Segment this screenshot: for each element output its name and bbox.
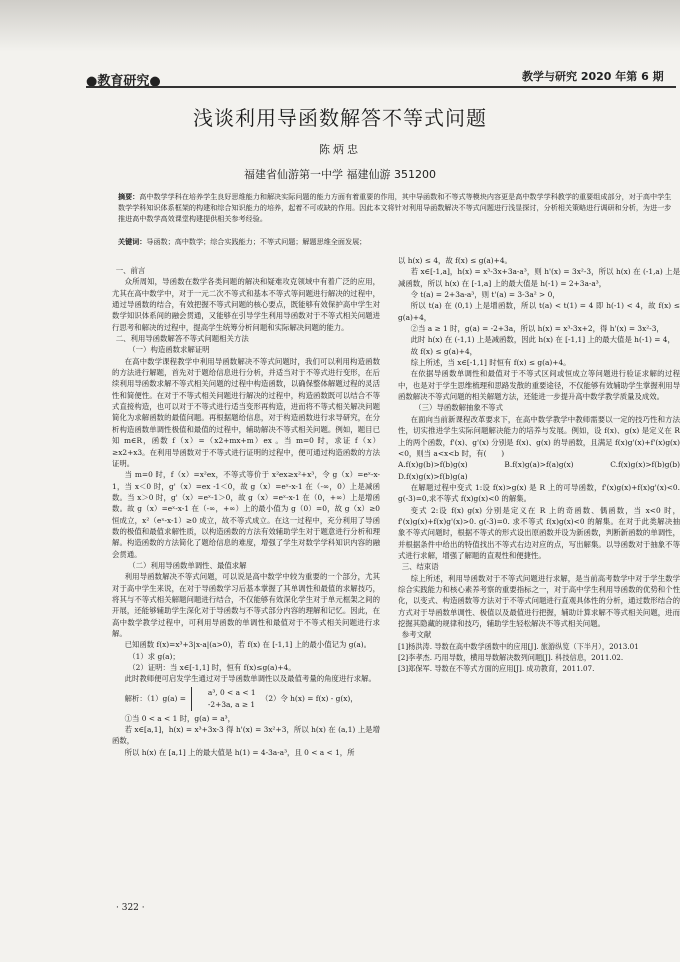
paragraph: 令 t(a) = 2+3a-a³，则 t'(a) = 3-3a² > 0， [410, 290, 560, 300]
section-label: ●教育研究● [86, 74, 161, 89]
paragraph: 利用导函数解决不等式问题，可以说是高中数学中较为重要的一个部分，尤其对于高中学生来说，在对于导函数学习后基本掌握了其单调性和最值的求解技巧，将其与不等式相关解题问题进行结合，不仅能够有效深化学生对于单元框架之间的开展，还能够辅助学生深化对于导函数与不等式部分内容的理解和记忆。因此，在高中数学教学过程中，可利用导函数的单调性和最值对于不等式相关问题进行求解。 [112, 572, 380, 638]
paragraph: 众所周知，导函数在数学各类问题的解决和疑难攻克领域中有着广泛的应用，尤其在高中数学中，对于一元二次不等式和基本不等式等问题进行解决的过程中，通过导函数的结合，有效把握不等式问题的核心要点，既能够有效保护高中学生对数学知识体系间的融会贯通，又能够在引导学生利用导函数对于不等式相关问题进行思考和解决的过程中，提高学生统筹分析问题和实际解决问题的能力。 [112, 277, 380, 332]
paragraph: 故 f(x) ≤ g(a)+4， [410, 346, 478, 356]
subsection-heading: （一）构造函数求解证明 [128, 345, 210, 355]
abstract [118, 191, 678, 224]
paragraph: 以 h(x) ≤ 4，故 f(x) ≤ g(a)+4。 [398, 256, 512, 265]
solution-tail: （2）令 h(x) = f(x) - g(x)， [260, 693, 358, 703]
paragraph: 在依据导函数单调性和最值对于不等式区间或恒成立等问题进行验证求解的过程中，也是对于学生思维梳理和思路发散的重要途径，不仅能够有效辅助学生掌握利用导函数解决不等式问题的相关解题方法，还能进一步提升高中数学教学质量及成效。 [398, 369, 680, 402]
paragraph: ①当 0 < a < 1 时，g(a) = a³， [124, 713, 235, 723]
header-divider [86, 86, 676, 88]
solution-line [112, 687, 380, 711]
paragraph: 已知函数 f(x)=x³+3|x-a|(a>0)，若 f(x) 在 [-1,1] 上的最小值记为 g(a)。 [124, 640, 372, 650]
case-2: -2+3a, a ≥ 1 [207, 699, 256, 709]
keywords-label: 关键词： [118, 237, 147, 246]
right-paragraphs [398, 255, 680, 675]
affiliation: 福建省仙游第一中学 福建仙游 351200 [244, 168, 436, 181]
section-heading: 一、前言 [115, 266, 146, 275]
article-title: 浅谈利用导函数解答不等式问题 [193, 106, 487, 130]
paragraph: 在解题过程中变式 1:设 f(x)>g(x) 是 R 上的可导函数，f'(x)g(x)+f(x)g'(x)<0. g(-3)=0,求不等式 f(x)g(x)<0 的解集。 [398, 482, 680, 504]
paragraph: 综上所述，利用导函数对于不等式问题进行求解，是当前高考数学中对于学生数学综合实践能力和核心素养考察的重要指标之一，对于高中学生利用导函数的优势和个性化，以变式、构造函数等方法对于不等式问题进行直观具体性的分析，通过数形结合的方式对于导函数单调性、极值以及最值进行把握，辅助计算求解不等式相关问题，进而挖掘其隐藏的规律和技巧，辅助学生轻松解决不等式相关问题。 [398, 573, 680, 628]
left-paragraphs [112, 265, 380, 685]
subsection-heading: （2）证明：当 x∈[-1,1] 时，恒有 f(x)≤g(a)+4。 [128, 663, 296, 673]
page-number: · 322 · [116, 903, 145, 913]
keywords [118, 236, 678, 247]
subsection-heading: （1）求 g(a)； [128, 651, 180, 661]
left-tail-paragraphs [112, 713, 380, 758]
case-1: a³, 0 < a < 1 [207, 687, 256, 697]
subsection-heading: （三）导函数解抽象不等式 [414, 403, 503, 413]
paragraph: 当 m=0 时，f（x）=x²ex，不等式等价于 x²ex≥x²+x³，令 g（x）=eˣ-x-1，当 x＜0 时，g'（x）=ex -1＜0，故 g（x）=eˣ-x-1 在（-∞，0）上是减函数。当 x＞0 时，g'（x）=eˣ-1＞0，故 g（x）=eˣ-x-1 在（0，+∞）上是增函数。故 g（x）=eˣ-x-1 在（-∞，+∞）上的最小值为 g（0）=0，故 g（x）≥0 恒成立，x²（eˣ-x-1）≥0 成立，故不等式成立。在这一过程中，充分利用了导函数的极值和最值求解性质，以构造函数的方法有效辅助学生对于题意进行分析和理解。构造函数的方法简化了题给信息的难度，增强了学生对数学学科知识内容的融会贯通。 [112, 470, 380, 559]
paragraph: 变式 2:设 f(x) g(x) 分别是定义在 R 上的奇函数、偶函数，当 x<0 时，f'(x)g(x)+f(x)g'(x)>0. g(-3)=0. 求不等式 f(x)g(x)<0 的解集。在对于此类解决抽象不等式问题时，根据不等式的形式设出原函数并设为新函数，判断新函数的单调性，并根据条件中给出的特值找出不等式右边对应的点，写出解集。以导函数对于抽象不等式进行求解，增强了解题的直观性和便捷性。 [398, 505, 680, 560]
paragraph: A.f(x)g(b)>f(b)g(x) B.f(x)g(a)>f(a)g(x) C.f(x)g(x)>f(b)g(b) D.f(x)g(x)>f(b)g(a) [398, 460, 680, 481]
right-column [398, 255, 680, 675]
section-heading: 参考文献 [401, 630, 432, 640]
paragraph: 在面向当前新课程改革要求下，在高中数学教学中教师需要以一定的技巧性和方法性，切实推进学生实际问题解决能力的培养与发展。例如，设 f(x)、g(x) 是定义在 R 上的两个函数，f'(x)、g'(x) 分别是 f(x)、g(x) 的导函数，且满足 f(x)g'(x)+f'(x)g(x)<0，则当 a<x<b 时，有( ) [398, 414, 680, 458]
reference-item: [1]杨洪涛. 导数在高中数学函数中的应用[J]. 旅游纵览（下半月），2013.01 [398, 641, 639, 651]
paragraph: 在高中数学课程教学中利用导函数解决不等式问题时，我们可以利用构造函数的方法进行解题，首先对于题给信息进行分析，并适当对于不等式进行变形，在后续利用导函数求解不等式相关问题的过程中构造函数，以确保整体解题过程的灵活性和简便性。在对于不等式相关问题进行解决的过程中，构造函数既可以结合不等式直接构造，也可以对于不等式进行适当变形再构造，进而将不等式相关解决问题简化为求解函数的最值问题。再根据题给信息，对于构造函数进行求导研究，在分析构造函数单调性极值和最值的过程中，辅助解决不等式相关问题。例如，题目已知 m∈R，函数 f（x）=（x2+mx+m）ex 。当 m=0 时，求证 f（x）≥x2+x3。在利用导函数对于不等式进行证明的过程中，便可通过构造函数的方法证明。 [112, 356, 380, 468]
paragraph: 若 x∈[a,1]，h(x) = x³+3x-3 得 h'(x) = 3x²+3，所以 h(x) 在 (a,1) 上是增函数， [112, 725, 380, 746]
section-heading: 二、利用导函数解答不等式问题相关方法 [115, 334, 249, 344]
reference-item: [2]李孝杰. 巧用导数，横用导数解决数列问题[J]. 科技信息，2011.02. [398, 653, 624, 663]
abstract-label: 摘要： [118, 192, 140, 201]
paragraph: ②当 a ≥ 1 时，g(a) = -2+3a，所以 h(x) = x³-3x+2，得 h'(x) = 3x²-3， [410, 324, 664, 334]
author: 陈炳忠 [319, 143, 361, 156]
paragraph: 所以 t(a) 在 (0,1) 上是增函数，所以 t(a) < t(1) = 4 即 h(-1) < 4，故 f(x) ≤ g(a)+4， [398, 301, 680, 322]
paragraph: 此时 h(x) 在 (-1,1) 上是减函数，因此 h(x) 在 [-1,1] 上的最大值是 h(-1) = 4， [410, 335, 675, 345]
piecewise-brace [191, 687, 255, 711]
journal-issue: 教学与研究 2020 年第 6 期 [522, 70, 664, 83]
paragraph: 若 x∈[-1,a]，h(x) = x³-3x+3a-a³，则 h'(x) = 3x²-3，所以 h(x) 在 (-1,a) 上是减函数，所以 h(x) 在 [-1,a] 上的最大值是 h(-1) = 2+3a-a³， [398, 267, 680, 288]
left-column [112, 265, 380, 758]
paragraph: 综上所述，当 x∈[-1,1] 时恒有 f(x) ≤ g(a)+4。 [410, 358, 571, 368]
scan-shadow [0, 0, 680, 52]
abstract-text: 高中数学学科在培养学生良好思维能力和解决实际问题的能力方面有着重要的作用，其中导函数和不等式等模块内容更是高中数学学科教学的重要组成部分，对于高中学生数学学科知识体系框架的构建和综合知识能力的培养，起着不可或缺的作用。因此本文将针对利用导函数解决不等式问题进行浅显探讨，分析相关策略进行调研和分析，为进一步推进高中数学高效课堂构建提供相关参考经验。 [118, 192, 672, 223]
section-heading: 三、结束语 [401, 562, 439, 572]
keywords-text: 导函数；高中数学；综合实践能力；不等式问题；解题思维全面发展； [146, 237, 367, 246]
reference-item: [3]郑保军. 导数在不等式方面的应用[J]. 成功教育，2011.07. [398, 664, 595, 674]
paragraph: 所以 h(x) 在 [a,1] 上的最大值是 h(1) = 4-3a-a³，且 0 < a < 1，所 [124, 747, 355, 757]
solution-label: 解析：（1）g(a) = [124, 693, 186, 703]
subsection-heading: （二）利用导函数单调性、最值求解 [128, 560, 247, 570]
paragraph: 此时教师便可启发学生通过对于导函数单调性以及最值考量的角度进行求解。 [124, 674, 376, 684]
